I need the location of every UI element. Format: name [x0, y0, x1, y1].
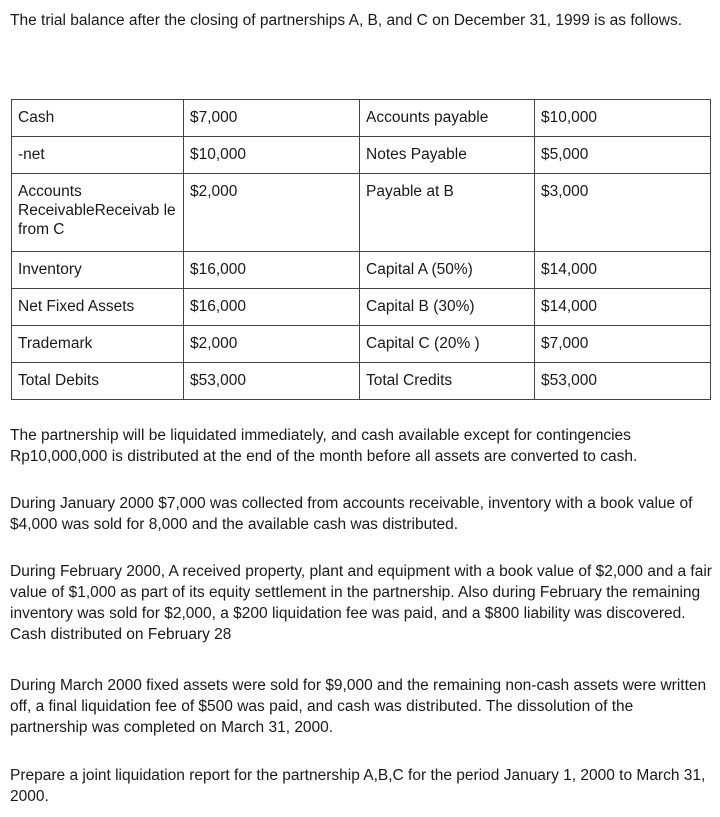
- trial-balance-table: [11, 99, 711, 400]
- credit-amount: $14,000: [535, 289, 711, 326]
- table-row: [12, 289, 711, 326]
- debit-account-label: Trademark: [12, 326, 184, 363]
- intro-text: The trial balance after the closing of partnerships A, B, and C on December 31, 1999 is as follows.: [10, 12, 683, 29]
- debit-amount: $2,000: [184, 174, 360, 252]
- table-row-total: [12, 363, 711, 400]
- credit-account-label: Accounts payable: [360, 100, 535, 137]
- debit-amount: $16,000: [184, 252, 360, 289]
- credit-account-label: Capital A (50%): [360, 252, 535, 289]
- total-credits-label: Total Credits: [360, 363, 535, 400]
- table-row: [12, 137, 711, 174]
- credit-account-label: Payable at B: [360, 174, 535, 252]
- debit-amount: $7,000: [184, 100, 360, 137]
- march-paragraph: During March 2000 fixed assets were sold for $9,000 and the remaining non-cash assets were written off, a final liquidation fee of $500 was paid, and cash was distributed. The dissolution of the partnership was completed on March 31, 2000.: [10, 677, 707, 736]
- debit-amount: $16,000: [184, 289, 360, 326]
- table-row: [12, 174, 711, 252]
- january-paragraph: During January 2000 $7,000 was collected from accounts receivable, inventory with a book value of $4,000 was sold for 8,000 and the available cash was distributed.: [10, 495, 693, 533]
- february-paragraph: During February 2000, A received property, plant and equipment with a book value of $2,000 and a fair value of $1,000 as part of its equity settlement in the partnership. Also during February the remaining inventory was sold for $2,000, a $200 liquidation fee was paid, and a $800 liability was discovered. Cash distributed on February 28: [10, 563, 712, 643]
- credit-amount: $7,000: [535, 326, 711, 363]
- debit-account-label: Accounts ReceivableReceivab le from C: [12, 174, 184, 252]
- credit-account-label: Capital B (30%): [360, 289, 535, 326]
- table-row: [12, 100, 711, 137]
- credit-amount: $5,000: [535, 137, 711, 174]
- credit-account-label: Capital C (20% ): [360, 326, 535, 363]
- table-row: [12, 252, 711, 289]
- debit-account-label: Cash: [12, 100, 184, 137]
- credit-amount: $10,000: [535, 100, 711, 137]
- debit-account-label: -net: [12, 137, 184, 174]
- total-debits-label: Total Debits: [12, 363, 184, 400]
- credit-amount: $3,000: [535, 174, 711, 252]
- credit-amount: $14,000: [535, 252, 711, 289]
- debit-amount: $2,000: [184, 326, 360, 363]
- credit-account-label: Notes Payable: [360, 137, 535, 174]
- table-row: [12, 326, 711, 363]
- debit-amount: $10,000: [184, 137, 360, 174]
- debit-account-label: Net Fixed Assets: [12, 289, 184, 326]
- total-debits-amount: $53,000: [184, 363, 360, 400]
- debit-account-label: Inventory: [12, 252, 184, 289]
- total-credits-amount: $53,000: [535, 363, 711, 400]
- liquidation-intro-paragraph: The partnership will be liquidated immediately, and cash available except for contingencies Rp10,000,000 is distributed at the end of the month before all assets are converted to cash.: [10, 427, 638, 465]
- instruction-paragraph: Prepare a joint liquidation report for the partnership A,B,C for the period January 1, 2000 to March 31, 2000.: [10, 767, 706, 805]
